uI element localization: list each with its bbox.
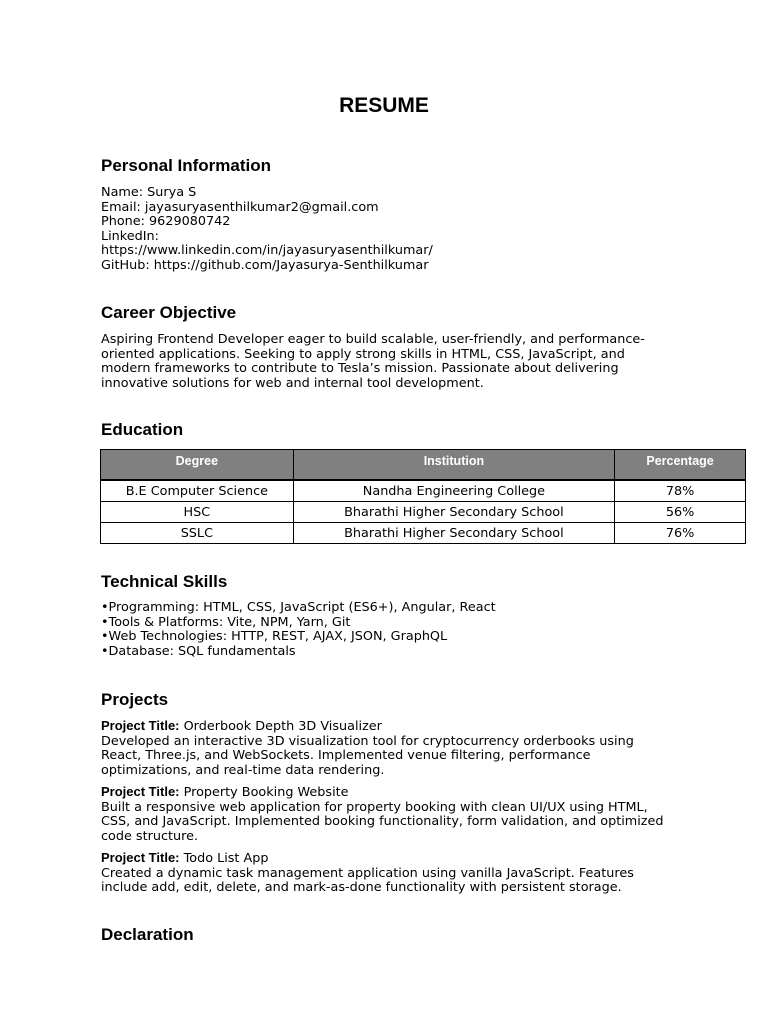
degree-cell: HSC <box>101 502 294 523</box>
institution-cell: Bharathi Higher Secondary School <box>293 523 614 544</box>
personal-info-block <box>101 186 681 274</box>
skills-list <box>101 601 681 659</box>
table-row <box>101 523 746 544</box>
project-title-label: Project Title: <box>101 850 180 865</box>
list-item: •Database: SQL fundamentals <box>101 643 296 659</box>
table-row <box>101 502 746 523</box>
column-header: Degree <box>101 450 294 480</box>
degree-cell: B.E Computer Science <box>101 481 294 502</box>
linkedin-url: https://www.linkedin.com/in/jayasuryasenthilkumar/ <box>101 243 433 259</box>
project-description-line: code structure. <box>101 828 199 844</box>
project-title: Orderbook Depth 3D Visualizer <box>183 719 382 734</box>
project-description-line: Created a dynamic task management application using vanilla JavaScript. Features <box>101 865 634 881</box>
project-title-line <box>101 851 681 867</box>
career-objective-text: Aspiring Frontend Developer eager to build scalable, user-friendly, and performance-oriented applications. Seeking to apply strong skills in HTML, CSS, JavaScript, and modern frameworks to contribute to Tesla’s mission. Passionate about delivering innovative solutions for web and internal tool development. <box>101 332 645 391</box>
personal-info-heading: Personal Information <box>101 156 272 175</box>
project-entry <box>101 719 681 778</box>
project-description-line: React, Three.js, and WebSockets. Implemented venue filtering, performance <box>101 748 591 764</box>
table-row <box>101 481 746 502</box>
document-title: RESUME <box>339 94 429 117</box>
name-line: Name: Surya S <box>101 185 197 200</box>
declaration-heading: Declaration <box>101 925 194 944</box>
project-entry <box>101 851 681 896</box>
linkedin-label: LinkedIn: <box>101 228 159 244</box>
list-item: •Web Technologies: HTTP, REST, AJAX, JSON, GraphQL <box>101 629 448 645</box>
project-description-line: Developed an interactive 3D visualization tool for cryptocurrency orderbooks using <box>101 733 634 749</box>
degree-cell: SSLC <box>101 523 294 544</box>
project-description-line: CSS, and JavaScript. Implemented booking functionality, form validation, and optimized <box>101 814 664 830</box>
institution-cell: Nandha Engineering College <box>293 481 614 502</box>
percentage-cell: 76% <box>615 523 746 544</box>
project-title-line <box>101 785 681 801</box>
list-item: •Tools & Platforms: Vite, NPM, Yarn, Git <box>101 614 351 630</box>
column-header: Institution <box>293 450 614 480</box>
project-title-label: Project Title: <box>101 784 180 799</box>
project-description-line: include add, edit, delete, and mark-as-done functionality with persistent storage. <box>101 880 622 896</box>
percentage-cell: 78% <box>615 481 746 502</box>
institution-cell: Bharathi Higher Secondary School <box>293 502 614 523</box>
projects-heading: Projects <box>101 690 169 709</box>
project-title: Property Booking Website <box>183 785 349 800</box>
technical-skills-heading: Technical Skills <box>101 572 228 591</box>
project-description-line: Built a responsive web application for property booking with clean UI/UX using HTML, <box>101 799 648 815</box>
education-header-row <box>101 450 746 480</box>
phone-line: Phone: 9629080742 <box>101 214 231 230</box>
percentage-cell: 56% <box>615 502 746 523</box>
education-table <box>100 449 746 544</box>
column-header: Percentage <box>615 450 746 480</box>
list-item: •Programming: HTML, CSS, JavaScript (ES6+), Angular, React <box>101 600 496 615</box>
project-title-label: Project Title: <box>101 718 180 733</box>
github-line: GitHub: https://github.com/Jayasurya-Senthilkumar <box>101 257 429 273</box>
project-title-line <box>101 719 681 735</box>
education-heading: Education <box>101 420 184 439</box>
email-line: Email: jayasuryasenthilkumar2@gmail.com <box>101 199 379 215</box>
project-description-line: optimizations, and real-time data rendering. <box>101 762 385 778</box>
career-objective-heading: Career Objective <box>101 303 237 322</box>
project-entry <box>101 785 681 844</box>
project-title: Todo List App <box>183 851 269 866</box>
